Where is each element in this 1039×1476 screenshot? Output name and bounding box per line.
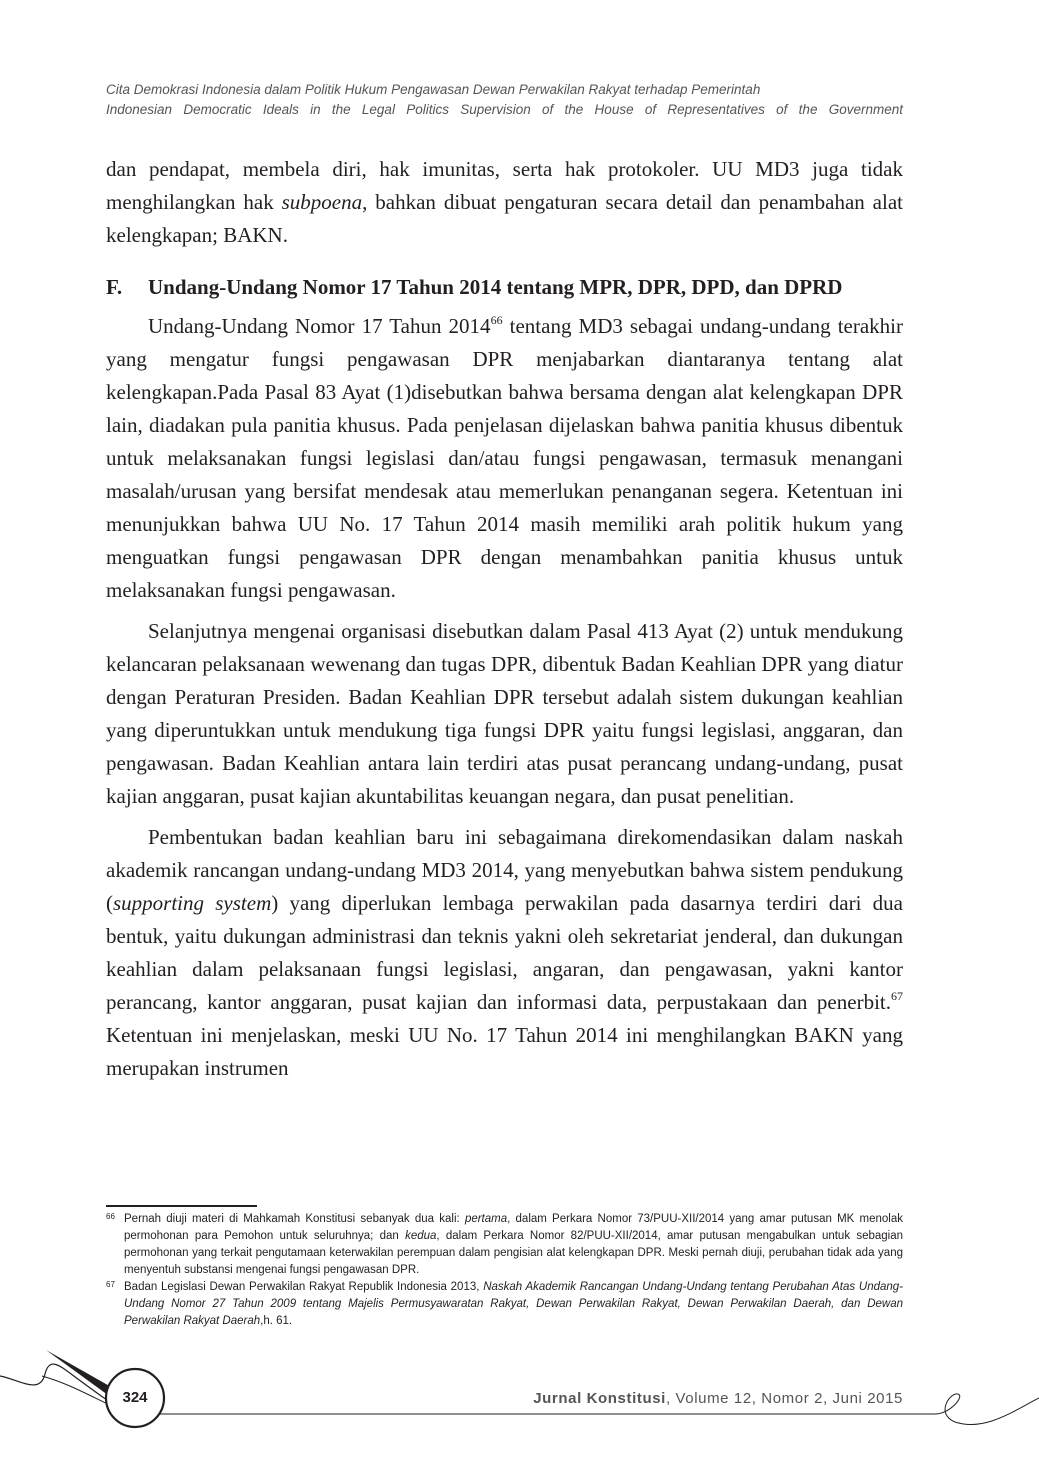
section-title: Undang-Undang Nomor 17 Tahun 2014 tentang MPR, DPR, DPD, dan DPRD [148, 275, 843, 299]
paragraph-2: Selanjutnya mengenai organisasi disebutkan dalam Pasal 413 Ayat (2) untuk mendukung kelancaran pelaksanaan wewenang dan tugas DPR, dibentuk Badan Keahlian DPR yang diatur dengan Peraturan Presiden. Badan Keahlian DPR tersebut adalah sistem dukungan keahlian yang diperuntukkan untuk mendukung tiga fungsi DPR yaitu fungsi legislasi, anggaran, dan pengawasan. Badan Keahlian antara lain terdiri atas pusat perancang undang-undang, pusat kajian anggaran, pusat kajian akuntabilitas keuangan negara, dan pusat penelitian. [106, 619, 903, 808]
footnote-divider [106, 1205, 257, 1207]
section-number: F. [106, 275, 123, 299]
footnote-number: 67 [106, 1280, 115, 1289]
paragraph-continued: dan pendapat, membela diri, hak imunitas, serta hak protokoler. UU MD3 juga tidak menghilangkan hak subpoena, bahkan dibuat pengaturan secara detail dan penambahan alat kelengkapan; BAKN. [106, 157, 903, 247]
paragraph-3: Pembentukan badan keahlian baru ini sebagaimana direkomendasikan dalam naskah akademik rancangan undang-undang MD3 2014, yang menyebutkan bahwa sistem pendukung (supporting system) yang diperlukan lembaga perwakilan pada dasarnya terdiri dari dua bentuk, yaitu dukungan administrasi dan teknis yakni oleh sekretariat jenderal, dan dukungan keahlian dalam pelaksanaan fungsi legislasi, angaran, dan pengawasan, yakni kantor perancang, kantor anggaran, pusat kajian dan informasi data, perpustakaan dan penerbit.$^{67}$ Ketentuan ini menjelaskan, meski UU No. 17 Tahun 2014 ini menghilangkan BAKN yang merupakan instrumen [106, 825, 904, 1080]
page-number: 324 [122, 1389, 148, 1406]
footnote-text: Pernah diuji materi di Mahkamah Konstitusi sebanyak dua kali: pertama, dalam Perkara Nomor 73/PUU-XII/2014 yang amar putusan MK menolak permohonan para Pemohon untuk seluruhnya; dan kedua, dalam Perkara Nomor 82/PUU-XII/2014, amar putusan mengabulkan untuk sebagian permohonan yang terkait pengutamaan keterwakilan perempuan dalam pengisian alat kelengkapan DPR. Meski pernah diuji, perubahan tidak ada yang menyentuh substansi mengenai fungsi pengawasan DPR. [124, 1213, 904, 1276]
journal-details: , Volume 12, Nomor 2, Juni 2015 [665, 1390, 903, 1407]
footnotes [106, 1211, 903, 1330]
footnote-67 [106, 1279, 903, 1330]
footnote-number: 66 [106, 1212, 115, 1221]
journal-citation [533, 1390, 903, 1407]
italic-term: subpoena [281, 190, 363, 214]
section-heading [106, 271, 903, 304]
running-header [106, 80, 903, 120]
footnote-66 [106, 1211, 903, 1279]
main-text [106, 153, 903, 1085]
journal-name: Jurnal Konstitusi [533, 1390, 666, 1407]
footnote-ref-66: 66 [490, 313, 503, 327]
footnote-text: Badan Legislasi Dewan Perwakilan Rakyat Republik Indonesia 2013, Naskah Akademik Rancangan Undang-Undang tentang Perubahan Atas Undang-Undang Nomor 27 Tahun 2009 tentang Majelis Permusyawaratan Rakyat, Dewan Perwakilan Rakyat, Dewan Perwakilan Daerah, dan Dewan Perwakilan Rakyat Daerah,h. 61. [124, 1281, 903, 1327]
running-header-line-2: Indonesian Democratic Ideals in the Legal Politics Supervision of the House of Representatives of the Government [106, 102, 903, 117]
page-footer [0, 1340, 1039, 1476]
running-header-line-1: Cita Demokrasi Indonesia dalam Politik Hukum Pengawasan Dewan Perwakilan Rakyat terhadap Pemerintah [106, 82, 761, 97]
footnote-ref-67: 67 [891, 989, 903, 1003]
italic-term: supporting system [113, 891, 272, 915]
paragraph-1: Undang-Undang Nomor 17 Tahun 2014$^{66}$ tentang MD3 sebagai undang-undang terakhir yang mengatur fungsi pengawasan DPR menjabarkan diantaranya tentang alat kelengkapan.Pada Pasal 83 Ayat (1)disebutkan bahwa bersama dengan alat kelengkapan DPR lain, diadakan pula panitia khusus. Pada penjelasan dijelaskan bahwa panitia khusus dibentuk untuk melaksanakan fungsi legislasi dan/atau fungsi pengawasan, termasuk menangani masalah/urusan yang bersifat mendesak atau memerlukan penanganan segera. Ketentuan ini menunjukkan bahwa UU No. 17 Tahun 2014 masih memiliki arah politik hukum yang menguatkan fungsi pengawasan DPR dengan menambahkan panitia khusus untuk melaksanakan fungsi pengawasan. [106, 313, 903, 602]
